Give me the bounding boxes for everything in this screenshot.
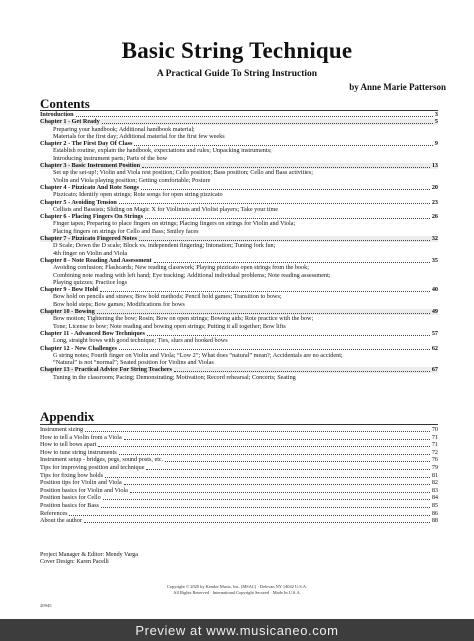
chapter-description: Introducing instrument parts; Parts of the bow [53, 154, 168, 162]
appendix-entry [40, 494, 438, 502]
appendix-title: Position basics for Bass [40, 501, 99, 509]
dot-leader [76, 116, 433, 117]
chapter-page-number: 62 [431, 344, 438, 352]
appendix-page-number: 71 [431, 441, 438, 449]
dot-leader [134, 145, 432, 146]
appendix-title: References [40, 509, 68, 517]
dot-leader [174, 371, 430, 372]
dot-leader [130, 492, 430, 493]
chapter-description: Set up the set-up!; Violin and Viola rest position; Cello position; Bass position; Cello and Bass activities; [53, 169, 313, 177]
chapter-description: Finger tapes; Preparing to place fingers on strings; Placing fingers on strings for Violin and Viola; [53, 220, 296, 228]
appendix-title: How to tell a Violin from a Viola [40, 433, 122, 441]
dot-leader [105, 477, 430, 478]
contents-chapter-entry [40, 162, 438, 169]
chapter-title: Chapter 8 - Note Reading And Assessment [40, 256, 152, 264]
chapter-description: D Scale; Down the D scale; Block vs. independent fingering; Intonation; Tuning fork fun; [53, 242, 276, 250]
chapter-title: Chapter 4 - Pizzicato And Rote Songs [40, 183, 139, 191]
appendix-entry [40, 479, 438, 487]
appendix-entry [40, 487, 438, 495]
appendix-entry [40, 472, 438, 480]
dot-leader [102, 123, 433, 124]
dot-leader [142, 167, 430, 168]
chapter-title: Chapter 9 - Bow Hold [40, 286, 98, 294]
chapter-title: Chapter 2 - The First Day Of Class [40, 140, 133, 148]
contents-chapter-entry [40, 308, 438, 315]
chapter-description: “Natural” is not “normal”; Seated position for Violins and Violas [53, 359, 214, 367]
dot-leader [145, 218, 430, 219]
chapter-description: Tuning in the classroom; Pacing; Demonstrating; Motivation; Record rehearsal; Concerts; Seating [53, 373, 296, 381]
appendix-page-number: 71 [431, 433, 438, 441]
chapter-description: Tone; License to bow; Note reading and bowing open strings; Putting it all together; Bow lifts [53, 322, 286, 330]
contents-chapter-entry [40, 235, 438, 242]
appendix-page-number: 84 [431, 494, 438, 502]
dot-leader [154, 262, 430, 263]
copyright-notice [0, 584, 474, 595]
chapter-description: Placing fingers on strings for Cello and Bass; Smiley faces [53, 227, 199, 235]
chapter-description: Preparing your handbook; Additional handbook material; [53, 125, 195, 133]
chapter-title: Chapter 5 - Avoiding Tension [40, 198, 117, 206]
contents-chapter-entry [40, 199, 438, 206]
dot-leader [139, 240, 430, 241]
chapter-page-number: 67 [431, 366, 438, 374]
appendix-entry [40, 434, 438, 442]
dot-leader [147, 335, 430, 336]
chapter-description: Establish routine, explain the handbook, expectations and rules; Unpacking instruments; [53, 147, 272, 155]
appendix-title: How to tune string instruments [40, 448, 117, 456]
chapter-description: Pizzicato; Identify open strings; Rote songs for open string pizzicato [53, 191, 223, 199]
chapter-page-number: 57 [431, 329, 438, 337]
appendix-title: About the author [40, 517, 82, 525]
chapter-title: Chapter 13 - Practical Advice For String Teachers [40, 366, 172, 374]
appendix-page-number: 88 [431, 517, 438, 525]
contents-chapter-entry [40, 366, 438, 373]
chapter-page-number: 3 [434, 111, 438, 118]
appendix-entry [40, 441, 438, 449]
contents-chapter-entry [40, 118, 438, 125]
dot-leader [119, 349, 430, 350]
contents-chapter-entry [40, 184, 438, 191]
appendix-page-number: 82 [431, 479, 438, 487]
chapter-page-number: 32 [431, 235, 438, 243]
appendix-title: Instrument sizing [40, 426, 84, 433]
appendix-entry [40, 456, 438, 464]
chapter-description: Long, straight bows with good technique; Ties, slurs and hooked bows [53, 337, 228, 345]
appendix-entry [40, 502, 438, 510]
dot-leader [69, 515, 429, 516]
appendix-title: Tips for fixing bow holds [40, 471, 104, 479]
appendix-page-number: 83 [431, 486, 438, 494]
dot-leader [97, 313, 430, 314]
appendix-heading: Appendix [40, 409, 95, 424]
appendix-page-number: 85 [431, 501, 438, 509]
dot-leader [141, 189, 430, 190]
dot-leader [100, 291, 430, 292]
cover-credit: Cover Design: Karen Pacelli [40, 559, 109, 566]
appendix-entry [40, 464, 438, 472]
appendix-rule [40, 424, 438, 425]
chapter-page-number: 35 [431, 256, 438, 264]
dot-leader [101, 507, 430, 508]
contents-chapter-entry [40, 330, 438, 337]
book-subtitle: A Practical Guide To String Instruction [156, 69, 318, 79]
appendix-page-number: 76 [431, 456, 438, 464]
chapter-page-number: 13 [431, 162, 438, 170]
chapter-title: Chapter 1 - Get Ready [40, 118, 100, 126]
book-title: Basic String Technique [121, 38, 353, 63]
dot-leader [146, 469, 429, 470]
chapter-page-number: 9 [434, 140, 438, 148]
chapter-title: Chapter 12 - New Challenges [40, 344, 117, 352]
appendix-entry [40, 510, 438, 518]
chapter-page-number: 49 [431, 308, 438, 316]
dot-leader [119, 454, 430, 455]
chapter-description: Combining note reading with left hand; Eye tracking; Additional individual problems; Note reading assessment; [53, 271, 331, 279]
chapter-page-number: 26 [431, 213, 438, 221]
appendix-page-number: 86 [431, 509, 438, 517]
chapter-title: Introduction [40, 111, 74, 118]
chapter-description: Cellists and Bassists; Sliding on Magic X for Violinists and Violist players; Take your time [53, 205, 279, 213]
contents-chapter-entry [40, 257, 438, 264]
chapter-description: Avoiding confusion; Flashcards; New reading classwork; Playing pizzicato open strings from the book; [53, 264, 309, 272]
chapter-title: Chapter 6 - Placing Fingers On Strings [40, 213, 144, 221]
appendix-page-number: 79 [431, 463, 438, 471]
contents-chapter-entry [40, 286, 438, 293]
contents-heading: Contents [40, 96, 90, 111]
book-author: by Anne Marie Patterson [349, 82, 446, 92]
appendix-title: Tips for improving position and technique [40, 463, 145, 471]
dot-leader [165, 461, 430, 462]
appendix-title: Position basics for Violin and Viola [40, 486, 128, 494]
copyright-line: Copyright © 2020 by Kendor Music, Inc. (MSAC) · Delevan NY 14042 U.S.A. [166, 584, 308, 589]
dot-leader [85, 431, 430, 432]
dot-leader [84, 522, 430, 523]
dot-leader [124, 484, 430, 485]
chapter-description: G string notes; Fourth finger on Violin and Viola; “Low 2”; What does “natural” mean?; Accidentals are no accident; [53, 351, 343, 359]
dot-leader [103, 499, 430, 500]
chapter-description: Materials for the first day; Additional material for the first few weeks [53, 132, 225, 140]
contents-list [40, 111, 438, 381]
product-code: 20945 [40, 603, 52, 608]
chapter-description: 4th finger on Violin and Viola [53, 249, 128, 257]
appendix-entry [40, 449, 438, 457]
chapter-page-number: 40 [431, 286, 438, 294]
chapter-title: Chapter 7 - Pizzicato Fingered Notes [40, 235, 137, 243]
appendix-entry [40, 517, 438, 525]
dot-leader [98, 446, 429, 447]
appendix-page-number: 81 [431, 471, 438, 479]
chapter-title: Chapter 11 - Advanced Bow Techniques [40, 329, 145, 337]
contents-chapter-entry [40, 345, 438, 352]
appendix-title: Position tips for Violin and Viola [40, 479, 122, 487]
appendix-title: How to tell bows apart [40, 441, 97, 449]
appendix-list [40, 426, 438, 525]
chapter-title: Chapter 10 - Bowing [40, 308, 95, 316]
appendix-page-number: 72 [431, 448, 438, 456]
chapter-page-number: 23 [431, 198, 438, 206]
chapter-title: Chapter 3 - Basic Instrument Position [40, 162, 141, 170]
appendix-title: Position basics for Cello [40, 494, 101, 502]
chapter-description: Bow motion; Tightening the bow; Rosin; Bow on open strings; Bowing aids; Rote practice with the bow; [53, 315, 314, 323]
preview-banner-text: Preview at www.musicaneo.com [135, 622, 339, 638]
chapter-page-number: 5 [434, 118, 438, 126]
chapter-description: Bow hold steps; Bow games; Modifications for bows [53, 300, 185, 308]
contents-chapter-entry [40, 140, 438, 147]
chapter-description: Violin and Viola playing position; Getting comfortable; Posture [53, 176, 211, 184]
chapter-page-number: 20 [431, 183, 438, 191]
appendix-entry [40, 426, 438, 434]
rights-line: All Rights Reserved · International Copyright Secured · Made In U.S.A. [173, 589, 301, 595]
contents-chapter-entry [40, 213, 438, 220]
editor-credit: Project Manager & Editor: Mendy Varga [40, 552, 138, 558]
credits [40, 552, 138, 567]
dot-leader [119, 203, 430, 204]
appendix-title: Instrument setup - bridges, pegs, sound posts, etc. [40, 456, 164, 464]
chapter-description: Bow hold on pencils and straws; Bow hold methods; Pencil hold games; Transition to bows; [53, 293, 282, 301]
chapter-description: Playing quizzes; Practice logs [53, 278, 128, 286]
contents-chapter-entry [40, 111, 438, 118]
appendix-page-number: 70 [431, 426, 438, 433]
preview-banner[interactable] [0, 619, 474, 641]
dot-leader [124, 439, 430, 440]
